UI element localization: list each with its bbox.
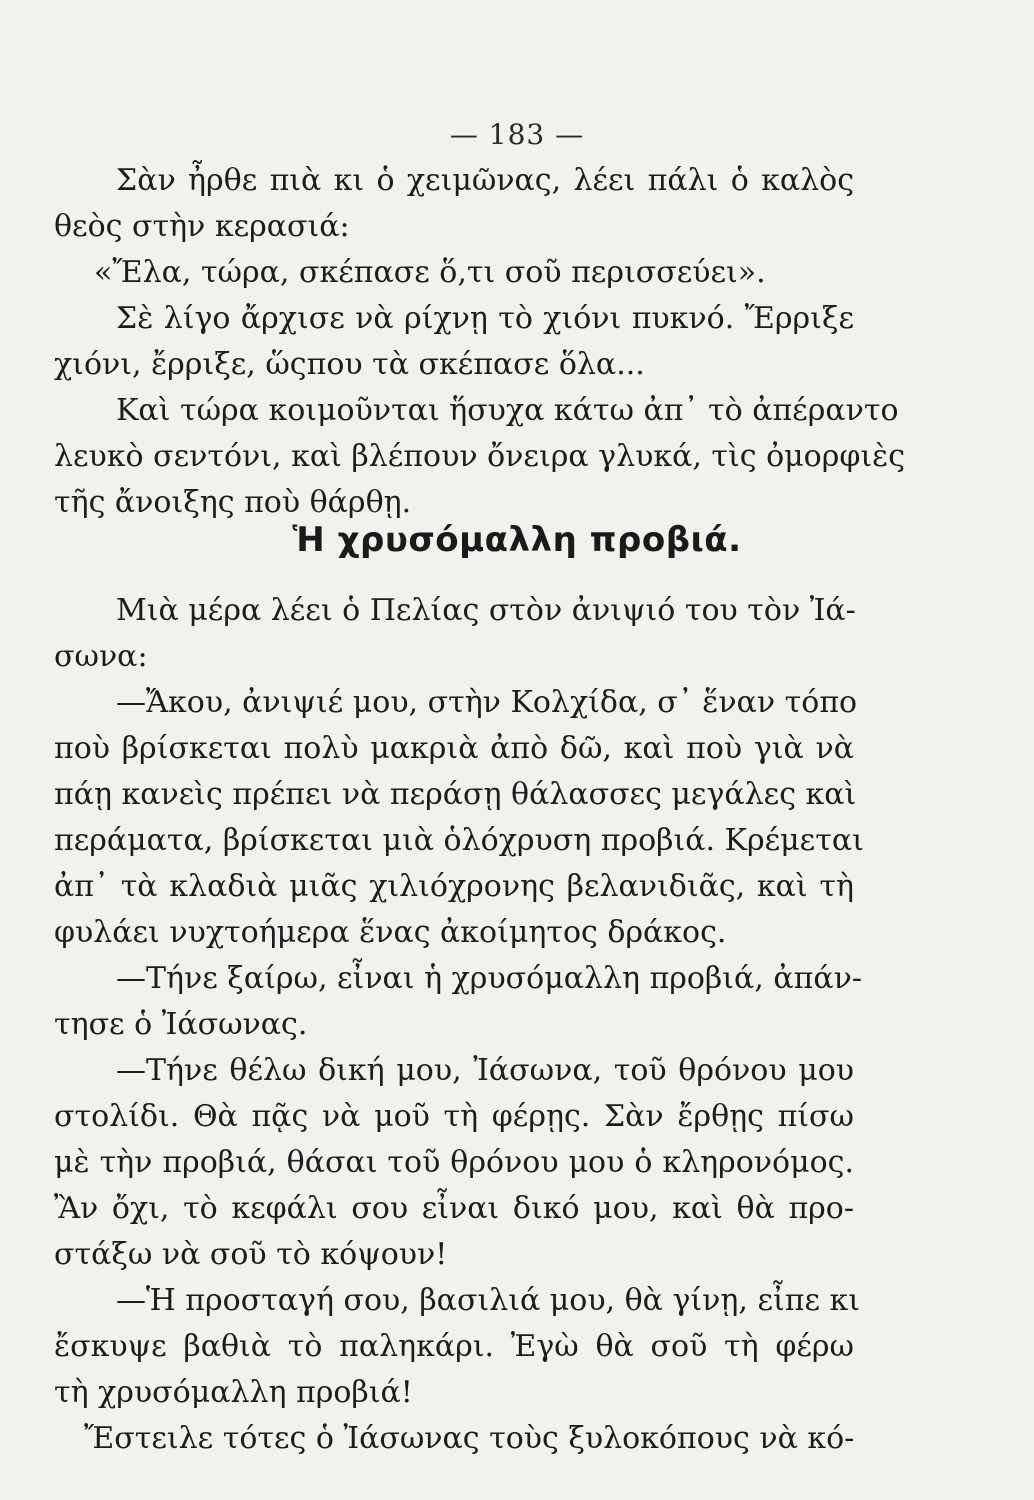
text-line: —Ἄκου, ἀνιψιέ μου, στὴν Κολχίδα, σ᾽ ἕναν τόπο <box>116 685 858 720</box>
text-line: χιόνι, ἔρριξε, ὥςπου τὰ σκέπασε ὅλα... <box>54 347 645 382</box>
text-line: «Ἔλα, τώρα, σκέπασε ὅ,τι σοῦ περισσεύει». <box>94 255 766 290</box>
text-line: —Τήνε θέλω δική μου, Ἰάσωνα, τοῦ θρόνου μου <box>116 1053 854 1088</box>
text-line: —Τήνε ξαίρω, εἶναι ἡ χρυσόμαλλη προβιά, ἀπάν- <box>116 961 862 996</box>
text-line: Μιὰ μέρα λέει ὁ Πελίας στὸν ἀνιψιό του τὸν Ἰά- <box>116 593 856 628</box>
section-heading: Ἡ χρυσόμαλλη προβιά. <box>292 520 742 560</box>
text-line: πάῃ κανεὶς πρέπει νὰ περάσῃ θάλασσες μεγάλες καὶ <box>54 777 857 812</box>
text-line: Ἂν ὄχι, τὸ κεφάλι σου εἶναι δικό μου, καὶ θὰ προ- <box>54 1191 854 1226</box>
text-line: Σὰν ἦρθε πιὰ κι ὁ χειμῶνας, λέει πάλι ὁ καλὸς <box>116 163 854 198</box>
page-number: — 183 — <box>449 118 585 151</box>
text-line: θεὸς στὴν κερασιά: <box>54 209 350 244</box>
text-line: ἀπ᾽ τὰ κλαδιὰ μιᾶς χιλιόχρονης βελανιδιᾶς, καὶ τὴ <box>54 869 854 904</box>
text-line: φυλάει νυχτοήμερα ἕνας ἀκοίμητος δράκος. <box>54 915 727 950</box>
text-line: Καὶ τώρα κοιμοῦνται ἥσυχα κάτω ἀπ᾽ τὸ ἀπέραντο <box>116 393 899 428</box>
text-line: Σὲ λίγο ἄρχισε νὰ ρίχνῃ τὸ χιόνι πυκνό. Ἔρριξε <box>116 301 854 336</box>
text-line: ἔσκυψε βαθιὰ τὸ παληκάρι. Ἐγὼ θὰ σοῦ τὴ φέρω <box>54 1329 854 1364</box>
text-line: τὴ χρυσόμαλλη προβιά! <box>54 1375 413 1410</box>
paragraph-block-2 <box>54 588 864 1462</box>
text-line: τησε ὁ Ἰάσωνας. <box>54 1007 308 1042</box>
text-line: λευκὸ σεντόνι, καὶ βλέπουν ὄνειρα γλυκά, τὶς ὀμορφιὲς <box>54 439 906 474</box>
text-line: Ἔστειλε τότες ὁ Ἰάσωνας τοὺς ξυλοκόπους νὰ κό- <box>84 1421 855 1456</box>
text-line: μὲ τὴν προβιά, θάσαι τοῦ θρόνου μου ὁ κληρονόμος. <box>54 1145 854 1180</box>
text-line: περάματα, βρίσκεται μιὰ ὁλόχρυση προβιά. Κρέμεται <box>54 823 864 858</box>
text-line: τῆς ἄνοιξης ποὺ θάρθῃ. <box>54 485 412 520</box>
text-line: στολίδι. Θὰ πᾷς νὰ μοῦ τὴ φέρῃς. Σὰν ἔρθῃς πίσω <box>54 1099 854 1134</box>
paragraph-block-1 <box>54 158 906 526</box>
text-line: στάξω νὰ σοῦ τὸ κόψουν! <box>54 1237 448 1272</box>
text-line: ποὺ βρίσκεται πολὺ μακριὰ ἀπὸ δῶ, καὶ ποὺ γιὰ νὰ <box>54 731 854 766</box>
text-line: σωνα: <box>54 639 148 674</box>
text-line: —Ἡ προσταγή σου, βασιλιά μου, θὰ γίνῃ, εἶπε κι <box>116 1283 861 1318</box>
